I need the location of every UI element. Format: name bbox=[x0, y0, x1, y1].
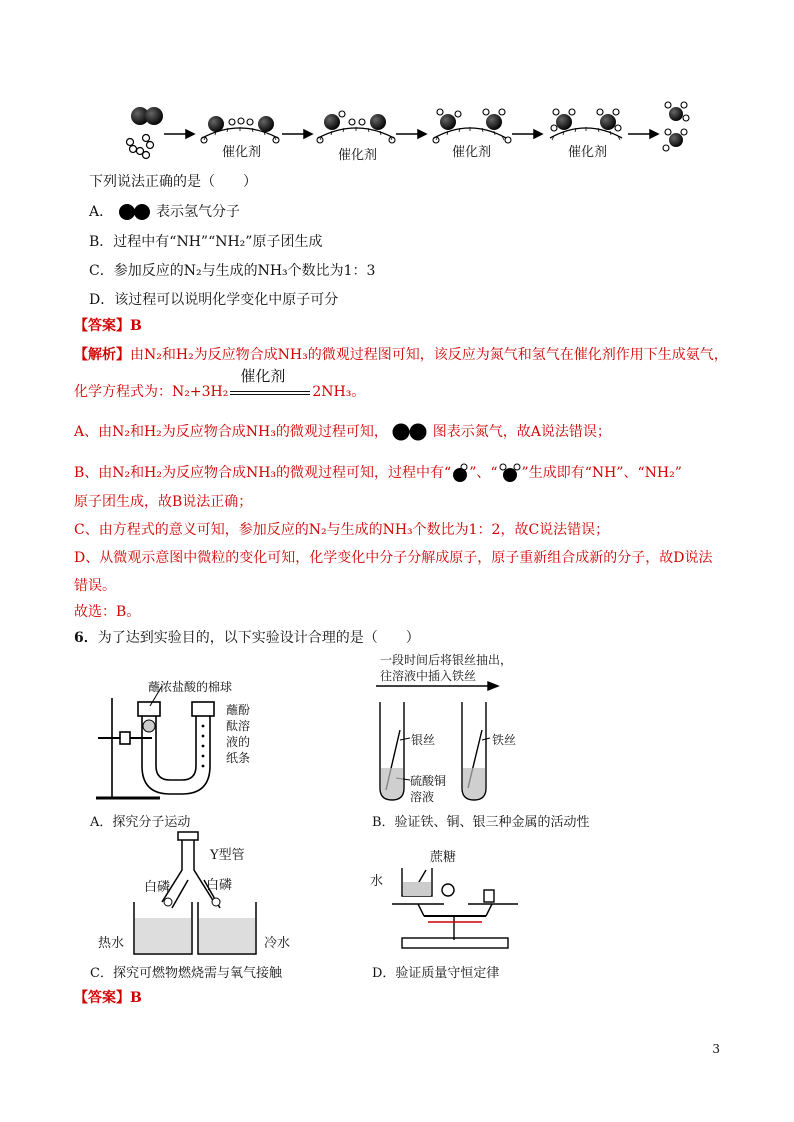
option-a-text: 表示氢气分子 bbox=[156, 204, 241, 220]
fig-b-note1: 一段时间后将银丝抽出， bbox=[380, 653, 513, 667]
fig-a-cotton-label: 蘸浓盐酸的棉球 bbox=[148, 680, 233, 694]
fig-c-phosphorus-left: 白磷 bbox=[144, 880, 171, 895]
equation-arrow bbox=[228, 367, 312, 402]
fig-c-tube-label: Y型管 bbox=[210, 848, 245, 863]
answer-label: 【答案】 bbox=[74, 318, 130, 334]
option-c-text: 参加反应的N₂与生成的NH₃个数比为1：3 bbox=[113, 263, 376, 279]
q5-analysis-line1 bbox=[74, 345, 728, 365]
q5-point-b-line2: 原子团生成，故B说法正确； bbox=[74, 494, 253, 510]
fig-b-note2: 往溶液中插入铁丝 bbox=[380, 669, 477, 683]
solution-line: 溶液 bbox=[410, 790, 435, 804]
q5-point-b bbox=[74, 463, 682, 483]
catalyst-label-3: 催化剂 bbox=[452, 145, 492, 160]
fig-a-paper-label bbox=[226, 702, 250, 766]
fig-d-caption: D．验证质量守恒定律 bbox=[372, 966, 500, 981]
q5-point-c: C、由方程式的意义可知，参加反应的N₂与生成的NH₃个数比为1：2，故C说法错误； bbox=[74, 522, 610, 538]
fig-b-caption: B．验证铁、铜、银三种金属的活动性 bbox=[372, 815, 590, 830]
fig-a-caption: A．探究分子运动 bbox=[90, 815, 191, 830]
analysis-text: 由N₂和H₂为反应物合成NH₃的微观过程图可知，该反应为氮气和氢气在催化剂作用下生成氨气， bbox=[130, 347, 728, 363]
answer-label: 【答案】 bbox=[74, 990, 130, 1006]
reaction-process-diagram bbox=[120, 96, 700, 162]
q5-point-a bbox=[74, 422, 611, 442]
figure-c-apparatus bbox=[128, 830, 268, 960]
q5-option-c bbox=[89, 261, 375, 281]
option-b-letter: B． bbox=[89, 234, 114, 250]
fig-b-solution-label bbox=[410, 773, 446, 805]
fig-d-sugar-label: 蔗糖 bbox=[430, 850, 457, 865]
page-number: 3 bbox=[712, 1042, 720, 1056]
answer-value: B bbox=[130, 318, 142, 334]
fig-d-water-label: 水 bbox=[370, 874, 384, 889]
q5-point-d-line1: D、从微观示意图中微粒的变化可知，化学变化中分子分解成原子，原子重新组合成新的分子，故D说法 bbox=[74, 550, 713, 566]
q6-stem bbox=[74, 628, 420, 648]
q5-equation bbox=[74, 367, 366, 402]
point-b-mid: ”、“ bbox=[469, 465, 498, 481]
q5-option-d bbox=[89, 290, 338, 310]
equation-suffix: 2NH₃。 bbox=[312, 384, 366, 400]
nh2-group-icon bbox=[498, 463, 522, 483]
q5-option-a bbox=[89, 202, 240, 222]
point-b-post: ”生成即有“NH”、“NH₂” bbox=[521, 465, 682, 481]
paper-line: 液的 bbox=[226, 735, 251, 749]
catalyst-label-2: 催化剂 bbox=[338, 148, 378, 163]
q5-option-b bbox=[89, 232, 322, 252]
fig-b-silver-label: 银丝 bbox=[411, 733, 436, 747]
fig-c-hot-water: 热水 bbox=[98, 936, 125, 951]
option-a-letter: A． bbox=[89, 204, 114, 220]
option-c-letter: C． bbox=[89, 263, 114, 279]
solution-line: 硫酸铜 bbox=[410, 774, 447, 788]
paper-line: 酞溶 bbox=[226, 719, 251, 733]
nitrogen-molecule-icon bbox=[392, 422, 428, 442]
fig-b-iron-label: 铁丝 bbox=[492, 733, 517, 747]
analysis-label: 【解析】 bbox=[74, 347, 130, 363]
q6-answer bbox=[74, 988, 142, 1008]
q5-choose: 故选：B。 bbox=[74, 604, 141, 620]
catalyst-label-4: 催化剂 bbox=[568, 145, 608, 160]
paper-line: 纸条 bbox=[226, 751, 251, 765]
fig-c-caption: C．探究可燃物燃烧需与氧气接触 bbox=[90, 966, 282, 981]
q5-point-d-line2: 错误。 bbox=[74, 578, 116, 594]
q5-stem: 下列说法正确的是（ ） bbox=[89, 174, 257, 190]
point-b-pre: B、由N₂和H₂为反应物合成NH₃的微观过程可知，过程中有“ bbox=[74, 465, 452, 481]
fig-c-cold-water: 冷水 bbox=[264, 936, 291, 951]
hydrogen-molecule-icon bbox=[118, 203, 152, 221]
paper-line: 蘸酚 bbox=[226, 703, 251, 717]
q6-number: 6． bbox=[74, 630, 98, 646]
option-d-text: 该过程可以说明化学变化中原子可分 bbox=[114, 292, 339, 308]
figure-d-balance bbox=[388, 860, 528, 952]
nh-group-icon bbox=[451, 463, 469, 483]
q6-stem-text: 为了达到实验目的，以下实验设计合理的是（ ） bbox=[97, 630, 420, 646]
option-d-letter: D． bbox=[89, 292, 115, 308]
answer-value: B bbox=[130, 990, 142, 1006]
equation-catalyst: 催化剂 bbox=[240, 367, 286, 385]
point-a-post: 图表示氮气，故A说法错误； bbox=[432, 424, 611, 440]
option-b-text: 过程中有“NH”“NH₂”原子团生成 bbox=[113, 234, 323, 250]
equation-prefix: 化学方程式为：N₂+3H₂ bbox=[74, 384, 229, 400]
fig-c-phosphorus-right: 白磷 bbox=[206, 878, 233, 893]
q5-answer bbox=[74, 316, 142, 336]
point-a-pre: A、由N₂和H₂为反应物合成NH₃的微观过程可知， bbox=[74, 424, 388, 440]
catalyst-label-1: 催化剂 bbox=[222, 145, 262, 160]
